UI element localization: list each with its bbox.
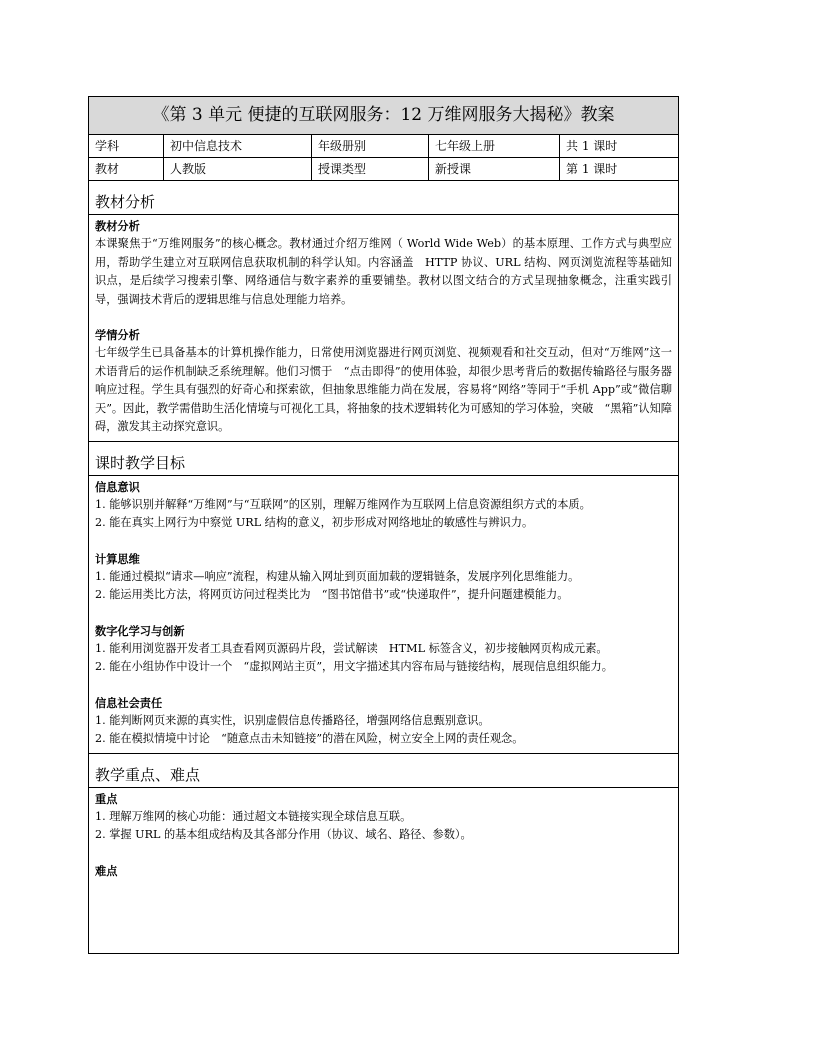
student-analysis-text: 七年级学生已具备基本的计算机操作能力，日常使用浏览器进行网页浏览、视频观看和社交互动，但对“万维网”这一术语背后的运作机制缺乏系统理解。他们习惯于 “点击即得”的使用体验，却很少思考背后的数据传输路径与服务器响应过程。学生具有强烈的好奇心和探索欲，但抽象思维能力尚在发展，容易将“网络”等同于“手机 App”或“微信聊天”。因此，教学需借助生活化情境与可视化工具，将抽象的技术逻辑转化为可感知的学习体验，突破 “黑箱”认知障碍，激发其主动探究意识。 [95, 346, 672, 433]
lesson-type-value: 新授课 [429, 158, 560, 180]
total-hours: 共 1 课时 [566, 139, 618, 153]
lesson-number: 第 1 课时 [566, 162, 618, 176]
section-heading-analysis: 教材分析 [89, 181, 678, 215]
objective-item: 2. 能在真实上网行为中察觉 URL 结构的意义，初步形成对网络地址的敏感性与辨识力。 [95, 516, 534, 529]
objective-item: 1. 能判断网页来源的真实性，识别虚假信息传播路径，增强网络信息甄别意识。 [95, 713, 490, 727]
objective-item: 1. 能通过模拟“请求—响应”流程，构建从输入网址到页面加载的逻辑链条，发展序列化思维能力。 [95, 569, 580, 583]
objective-item: 1. 能利用浏览器开发者工具查看网页源码片段，尝试解读 HTML 标签含义，初步接触网页构成元素。 [95, 641, 608, 655]
objective-group-title: 信息意识 [95, 480, 140, 494]
keypoints-body [89, 788, 678, 884]
objective-item: 2. 能在模拟情境中讨论 “随意点击未知链接”的潜在风险，树立安全上网的责任观念。 [95, 732, 524, 745]
info-row-2 [89, 158, 678, 181]
material-analysis-title: 教材分析 [95, 220, 140, 233]
grade-value: 七年级上册 [429, 135, 560, 157]
section-heading-objectives: 课时教学目标 [89, 442, 678, 476]
analysis-body [89, 215, 678, 442]
subject-label: 学科 [89, 135, 164, 157]
document-title: 《第 3 单元 便捷的互联网服务：12 万维网服务大揭秘》教案 [89, 97, 678, 135]
student-analysis-title: 学情分析 [95, 329, 140, 342]
info-row-1 [89, 135, 678, 158]
difficulty-title: 难点 [95, 864, 118, 878]
key-point-item: 2. 掌握 URL 的基本组成结构及其各部分作用（协议、域名、路径、参数）。 [95, 828, 472, 841]
objective-item: 1. 能够识别并解释“万维网”与“互联网”的区别，理解万维网作为互联网上信息资源组织方式的本质。 [95, 497, 591, 511]
section-heading-keypoints: 教学重点、难点 [89, 754, 678, 788]
objectives-body [89, 476, 678, 754]
grade-label: 年级册别 [312, 135, 429, 157]
textbook-label: 教材 [89, 158, 164, 180]
lesson-plan-table [88, 96, 679, 954]
lesson-type-label: 授课类型 [312, 158, 429, 180]
key-point-item: 1. 理解万维网的核心功能：通过超文本链接实现全球信息互联。 [95, 809, 412, 823]
key-points-title: 重点 [95, 792, 118, 806]
objective-group-title: 信息社会责任 [95, 696, 163, 710]
objective-group-title: 数字化学习与创新 [95, 624, 185, 638]
objective-group-title: 计算思维 [95, 552, 140, 566]
material-analysis-text: 本课聚焦于“万维网服务”的核心概念。教材通过介绍万维网（ World Wide Web）的基本原理、工作方式与典型应用，帮助学生建立对互联网信息获取机制的科学认知。内容涵盖 HTTP 协议、URL 结构、网页浏览流程等基础知识点，是后续学习搜索引擎、网络通信与数字素养的重要铺垫。教材以图文结合的方式呈现抽象概念，注重实践引导，强调技术背后的逻辑思维与信息处理能力培养。 [95, 237, 672, 306]
textbook-value: 人教版 [164, 158, 312, 180]
objective-item: 2. 能运用类比方法，将网页访问过程类比为 “图书馆借书”或“快递取件”，提升问题建模能力。 [95, 588, 569, 601]
objective-item: 2. 能在小组协作中设计一个 “虚拟网站主页”，用文字描述其内容布局与链接结构，展现信息组织能力。 [95, 660, 613, 673]
subject-value: 初中信息技术 [164, 135, 312, 157]
